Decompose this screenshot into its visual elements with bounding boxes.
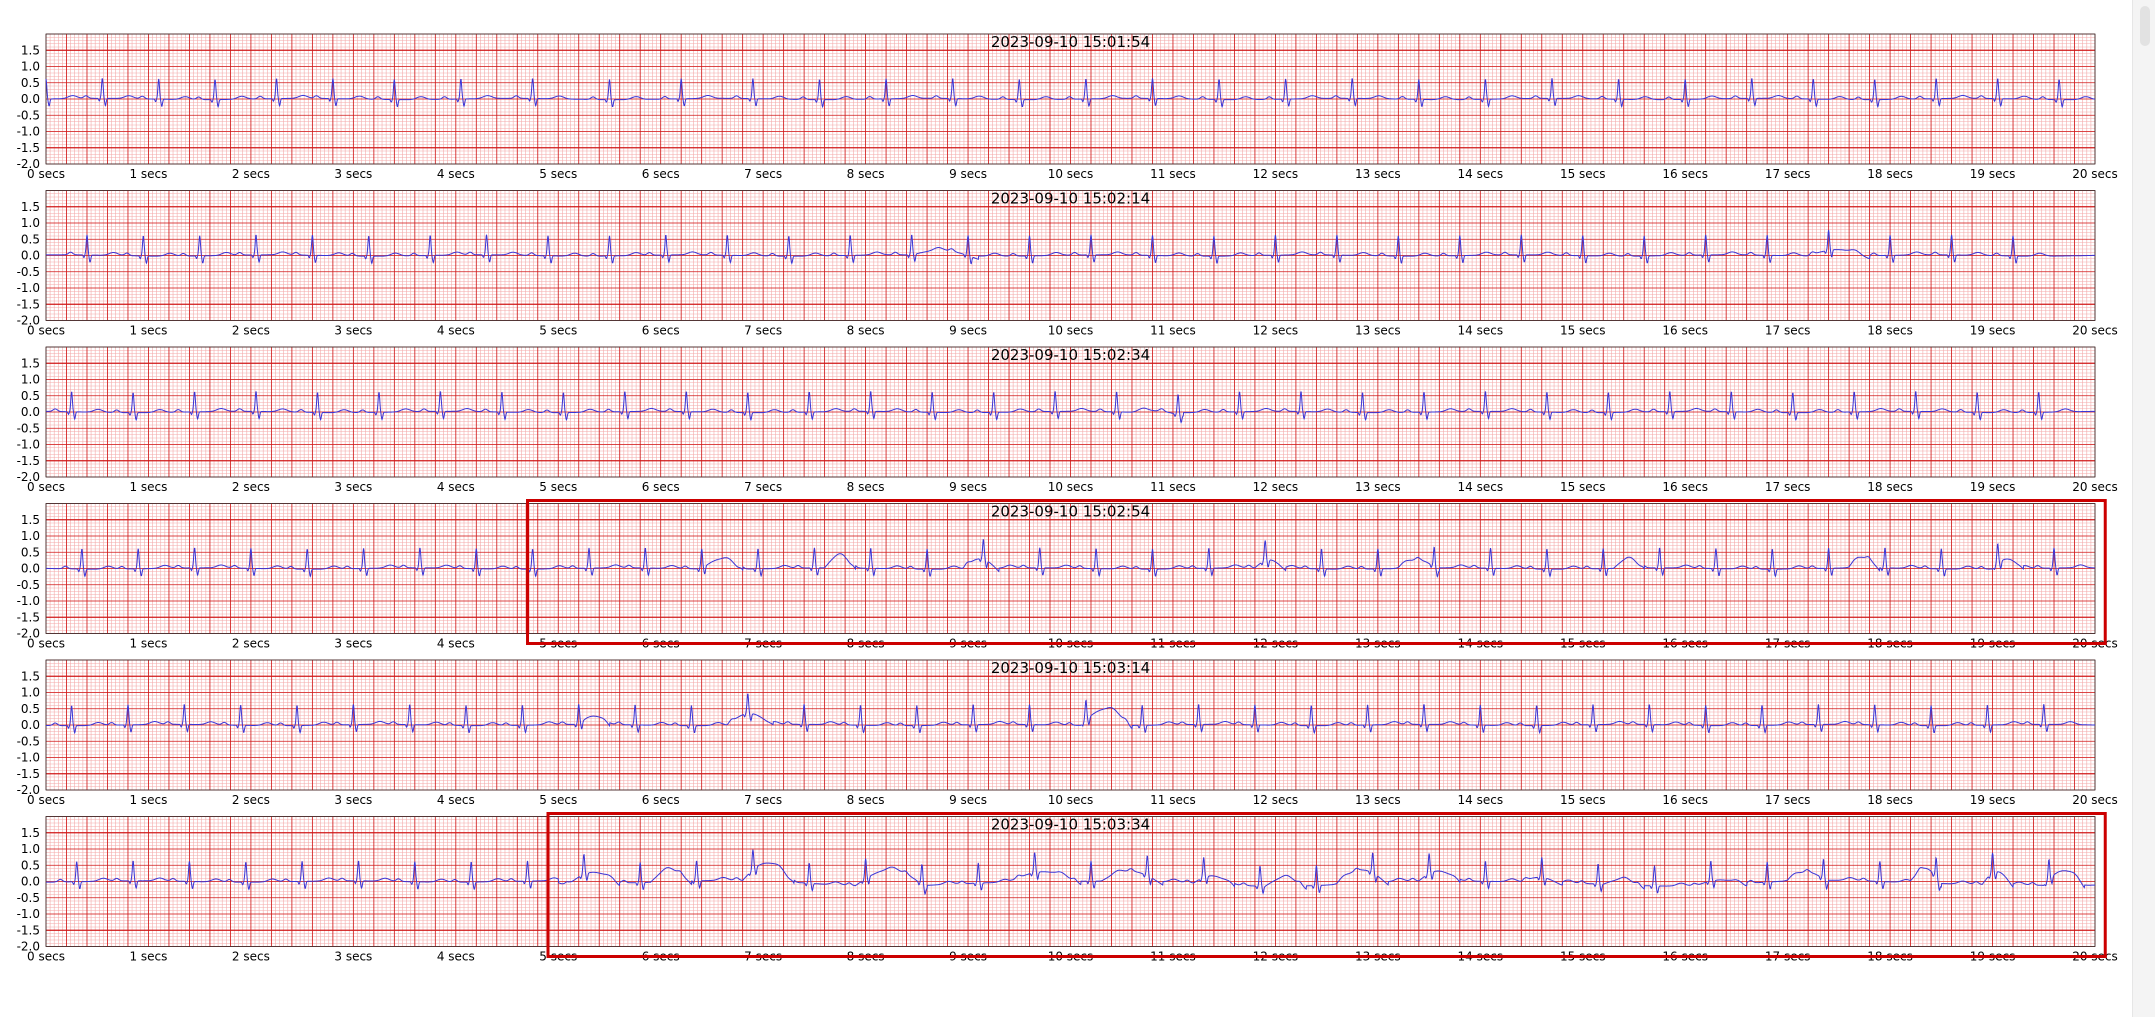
x-tick-label: 14 secs bbox=[1457, 793, 1504, 807]
x-tick-label: 1 secs bbox=[129, 323, 168, 338]
x-tick-label: 18 secs bbox=[1867, 793, 1913, 807]
x-tick-label: 4 secs bbox=[436, 323, 475, 338]
x-tick-label: 4 secs bbox=[436, 636, 475, 651]
x-tick-label: 8 secs bbox=[846, 167, 885, 181]
x-tick-label: 12 secs bbox=[1252, 636, 1299, 651]
y-tick-label: 1.5 bbox=[20, 43, 40, 58]
x-tick-label: 13 secs bbox=[1355, 480, 1401, 494]
y-tick-label: 0.5 bbox=[20, 388, 40, 403]
x-tick-label: 5 secs bbox=[539, 949, 578, 964]
x-tick-label: 16 secs bbox=[1662, 949, 1708, 964]
x-tick-label: 8 secs bbox=[846, 793, 885, 807]
strip-title: 2023-09-10 15:02:14 bbox=[990, 189, 1151, 208]
x-tick-label: 12 secs bbox=[1252, 167, 1299, 181]
x-tick-label: 11 secs bbox=[1150, 323, 1196, 338]
x-tick-label: 19 secs bbox=[1969, 636, 2016, 651]
strip-title: 2023-09-10 15:02:54 bbox=[990, 502, 1151, 521]
x-tick-label: 16 secs bbox=[1662, 480, 1708, 494]
major-grid bbox=[46, 34, 2095, 164]
major-grid bbox=[46, 660, 2095, 790]
x-tick-label: 8 secs bbox=[846, 636, 885, 651]
y-tick-label: 1.5 bbox=[20, 512, 40, 527]
x-tick-label: 9 secs bbox=[949, 636, 988, 651]
x-tick-label: 15 secs bbox=[1559, 480, 1606, 494]
x-tick-label: 14 secs bbox=[1457, 636, 1504, 651]
y-tick-label: -0.5 bbox=[16, 890, 40, 905]
x-tick-label: 15 secs bbox=[1559, 167, 1606, 181]
x-tick-label: 1 secs bbox=[129, 949, 168, 964]
x-tick-label: 3 secs bbox=[334, 323, 373, 338]
x-tick-label: 15 secs bbox=[1559, 949, 1606, 964]
x-tick-label: 19 secs bbox=[1969, 167, 2016, 181]
x-tick-label: 2 secs bbox=[231, 323, 270, 338]
x-tick-label: 17 secs bbox=[1764, 480, 1811, 494]
x-tick-label: 20 secs bbox=[2072, 480, 2118, 494]
x-tick-label: 19 secs bbox=[1969, 949, 2016, 964]
x-tick-label: 18 secs bbox=[1867, 323, 1913, 338]
y-tick-label: -2.0 bbox=[16, 626, 40, 641]
ecg-strip-1 bbox=[17, 33, 2118, 181]
x-tick-label: 9 secs bbox=[949, 480, 988, 494]
x-tick-label: 10 secs bbox=[1047, 793, 1094, 807]
x-tick-label: 9 secs bbox=[949, 323, 988, 338]
y-tick-label: -0.5 bbox=[16, 421, 40, 436]
y-tick-label: 1.0 bbox=[20, 842, 40, 856]
y-tick-label: -2.0 bbox=[16, 313, 40, 328]
ecg-strip-3 bbox=[17, 346, 2118, 494]
x-tick-label: 7 secs bbox=[744, 636, 783, 651]
x-tick-label: 4 secs bbox=[436, 480, 475, 494]
x-tick-label: 20 secs bbox=[2072, 323, 2118, 338]
y-tick-label: 0.5 bbox=[20, 858, 40, 873]
x-tick-label: 6 secs bbox=[641, 167, 680, 181]
x-tick-label: 2 secs bbox=[231, 480, 270, 494]
y-tick-label: 1.0 bbox=[20, 59, 40, 74]
vertical-scrollbar[interactable] bbox=[2132, 0, 2155, 1017]
ecg-strip-4 bbox=[17, 501, 2118, 651]
y-tick-label: 1.5 bbox=[20, 356, 40, 371]
x-tick-label: 2 secs bbox=[231, 167, 270, 181]
y-tick-label: 1.5 bbox=[20, 825, 40, 840]
x-tick-label: 16 secs bbox=[1662, 323, 1708, 338]
y-tick-label: -1.0 bbox=[16, 281, 40, 295]
x-tick-label: 14 secs bbox=[1457, 949, 1504, 964]
x-tick-label: 13 secs bbox=[1355, 793, 1401, 807]
x-tick-label: 18 secs bbox=[1867, 949, 1913, 964]
x-tick-label: 10 secs bbox=[1047, 323, 1094, 338]
x-tick-label: 0 secs bbox=[27, 480, 65, 494]
major-grid bbox=[46, 817, 2095, 947]
x-tick-label: 7 secs bbox=[744, 793, 783, 807]
x-tick-label: 4 secs bbox=[436, 949, 475, 964]
x-tick-label: 15 secs bbox=[1559, 793, 1606, 807]
x-tick-label: 0 secs bbox=[27, 323, 65, 338]
x-tick-label: 5 secs bbox=[539, 793, 578, 807]
y-tick-label: -1.0 bbox=[16, 594, 40, 608]
y-tick-label: -1.5 bbox=[16, 140, 40, 155]
x-tick-label: 5 secs bbox=[539, 480, 578, 494]
x-tick-label: 1 secs bbox=[129, 167, 168, 181]
ecg-strip-5 bbox=[17, 659, 2118, 807]
major-grid bbox=[46, 191, 2095, 321]
x-tick-label: 3 secs bbox=[334, 949, 373, 964]
y-tick-label: -2.0 bbox=[16, 157, 40, 171]
x-tick-label: 18 secs bbox=[1867, 167, 1913, 181]
x-tick-label: 13 secs bbox=[1355, 949, 1401, 964]
y-tick-label: 0.0 bbox=[20, 405, 40, 419]
y-tick-label: -1.5 bbox=[16, 923, 40, 938]
y-tick-label: 1.0 bbox=[20, 685, 40, 700]
x-tick-label: 4 secs bbox=[436, 793, 475, 807]
strip-title: 2023-09-10 15:02:34 bbox=[990, 346, 1151, 364]
y-tick-label: -1.0 bbox=[16, 750, 40, 765]
x-tick-label: 7 secs bbox=[744, 949, 783, 964]
x-tick-label: 0 secs bbox=[27, 636, 65, 651]
x-tick-label: 3 secs bbox=[334, 793, 373, 807]
x-tick-label: 19 secs bbox=[1969, 323, 2016, 338]
y-tick-label: -0.5 bbox=[16, 734, 40, 749]
y-tick-label: -0.5 bbox=[16, 577, 40, 592]
x-tick-label: 16 secs bbox=[1662, 636, 1708, 651]
y-tick-label: -1.0 bbox=[16, 124, 40, 139]
x-tick-label: 20 secs bbox=[2072, 793, 2118, 807]
x-tick-label: 7 secs bbox=[744, 480, 783, 494]
y-tick-label: 0.5 bbox=[20, 75, 40, 90]
x-tick-label: 12 secs bbox=[1252, 323, 1299, 338]
x-tick-label: 14 secs bbox=[1457, 323, 1504, 338]
y-tick-label: 1.0 bbox=[20, 529, 40, 543]
x-tick-label: 10 secs bbox=[1047, 167, 1094, 181]
x-tick-label: 13 secs bbox=[1355, 323, 1401, 338]
x-tick-label: 0 secs bbox=[27, 167, 65, 181]
y-tick-label: 0.5 bbox=[20, 545, 40, 560]
y-tick-label: -2.0 bbox=[16, 470, 40, 484]
y-tick-label: -1.5 bbox=[16, 297, 40, 312]
strip-title: 2023-09-10 15:01:54 bbox=[990, 33, 1151, 51]
y-tick-label: -1.0 bbox=[16, 437, 40, 452]
x-tick-label: 12 secs bbox=[1252, 793, 1299, 807]
x-tick-label: 11 secs bbox=[1150, 949, 1196, 964]
x-tick-label: 7 secs bbox=[744, 323, 783, 338]
x-tick-label: 6 secs bbox=[641, 323, 680, 338]
x-tick-label: 3 secs bbox=[334, 480, 373, 494]
x-tick-label: 8 secs bbox=[846, 949, 885, 964]
x-tick-label: 17 secs bbox=[1764, 323, 1811, 338]
y-tick-label: 1.0 bbox=[20, 216, 40, 230]
strip-title: 2023-09-10 15:03:34 bbox=[990, 815, 1151, 834]
x-tick-label: 0 secs bbox=[27, 793, 65, 807]
ecg-strip-6 bbox=[17, 814, 2118, 964]
y-tick-label: 1.5 bbox=[20, 199, 40, 214]
y-tick-label: -1.5 bbox=[16, 453, 40, 468]
y-tick-label: 0.0 bbox=[20, 718, 40, 732]
x-tick-label: 7 secs bbox=[744, 167, 783, 181]
x-tick-label: 9 secs bbox=[949, 793, 988, 807]
x-tick-label: 9 secs bbox=[949, 949, 988, 964]
x-tick-label: 8 secs bbox=[846, 323, 885, 338]
x-tick-label: 17 secs bbox=[1764, 949, 1811, 964]
x-tick-label: 19 secs bbox=[1969, 793, 2016, 807]
x-tick-label: 0 secs bbox=[27, 949, 65, 964]
x-tick-label: 6 secs bbox=[641, 793, 680, 807]
y-tick-label: 0.0 bbox=[20, 561, 40, 576]
x-tick-label: 17 secs bbox=[1764, 793, 1811, 807]
strip-title: 2023-09-10 15:03:14 bbox=[990, 659, 1151, 677]
x-tick-label: 5 secs bbox=[539, 323, 578, 338]
x-tick-label: 20 secs bbox=[2072, 167, 2118, 181]
x-tick-label: 16 secs bbox=[1662, 793, 1708, 807]
x-tick-label: 10 secs bbox=[1047, 949, 1094, 964]
x-tick-label: 13 secs bbox=[1355, 636, 1401, 651]
y-tick-label: -0.5 bbox=[16, 108, 40, 123]
y-tick-label: 1.0 bbox=[20, 372, 40, 387]
x-tick-label: 4 secs bbox=[436, 167, 475, 181]
y-tick-label: 0.0 bbox=[20, 248, 40, 263]
scrollbar-thumb[interactable] bbox=[2140, 6, 2150, 46]
y-tick-label: -0.5 bbox=[16, 264, 40, 279]
x-tick-label: 5 secs bbox=[539, 167, 578, 181]
x-tick-label: 1 secs bbox=[129, 480, 168, 494]
y-tick-label: -2.0 bbox=[16, 783, 40, 797]
x-tick-label: 8 secs bbox=[846, 480, 885, 494]
y-tick-label: -2.0 bbox=[16, 939, 40, 954]
ecg-strip-2 bbox=[17, 190, 2118, 338]
x-tick-label: 14 secs bbox=[1457, 480, 1504, 494]
x-tick-label: 18 secs bbox=[1867, 480, 1913, 494]
x-tick-label: 18 secs bbox=[1867, 636, 1913, 651]
x-tick-label: 13 secs bbox=[1355, 167, 1401, 181]
x-tick-label: 6 secs bbox=[641, 636, 680, 651]
x-tick-label: 12 secs bbox=[1252, 949, 1299, 964]
x-tick-label: 1 secs bbox=[129, 793, 168, 807]
x-tick-label: 16 secs bbox=[1662, 167, 1708, 181]
x-tick-label: 3 secs bbox=[334, 167, 373, 181]
x-tick-label: 17 secs bbox=[1764, 636, 1811, 651]
x-tick-label: 2 secs bbox=[231, 636, 270, 651]
x-tick-label: 17 secs bbox=[1764, 167, 1811, 181]
x-tick-label: 11 secs bbox=[1150, 636, 1196, 651]
x-tick-label: 5 secs bbox=[539, 636, 578, 651]
y-tick-label: -1.5 bbox=[16, 766, 40, 781]
x-tick-label: 10 secs bbox=[1047, 636, 1094, 651]
x-tick-label: 20 secs bbox=[2072, 949, 2118, 964]
x-tick-label: 9 secs bbox=[949, 167, 988, 181]
x-tick-label: 11 secs bbox=[1150, 480, 1196, 494]
x-tick-label: 2 secs bbox=[231, 793, 270, 807]
x-tick-label: 1 secs bbox=[129, 636, 168, 651]
x-tick-label: 19 secs bbox=[1969, 480, 2016, 494]
x-tick-label: 15 secs bbox=[1559, 636, 1606, 651]
y-tick-label: 0.0 bbox=[20, 92, 40, 106]
x-tick-label: 6 secs bbox=[641, 480, 680, 494]
y-tick-label: 0.0 bbox=[20, 874, 40, 889]
x-tick-label: 2 secs bbox=[231, 949, 270, 964]
x-tick-label: 15 secs bbox=[1559, 323, 1606, 338]
x-tick-label: 3 secs bbox=[334, 636, 373, 651]
x-tick-label: 11 secs bbox=[1150, 793, 1196, 807]
x-tick-label: 20 secs bbox=[2072, 636, 2118, 651]
y-tick-label: -1.0 bbox=[16, 907, 40, 921]
x-tick-label: 12 secs bbox=[1252, 480, 1299, 494]
x-tick-label: 6 secs bbox=[641, 949, 680, 964]
x-tick-label: 11 secs bbox=[1150, 167, 1196, 181]
y-tick-label: 0.5 bbox=[20, 232, 40, 247]
y-tick-label: 0.5 bbox=[20, 701, 40, 716]
y-tick-label: 1.5 bbox=[20, 669, 40, 684]
y-tick-label: -1.5 bbox=[16, 610, 40, 625]
x-tick-label: 10 secs bbox=[1047, 480, 1094, 494]
x-tick-label: 14 secs bbox=[1457, 167, 1504, 181]
